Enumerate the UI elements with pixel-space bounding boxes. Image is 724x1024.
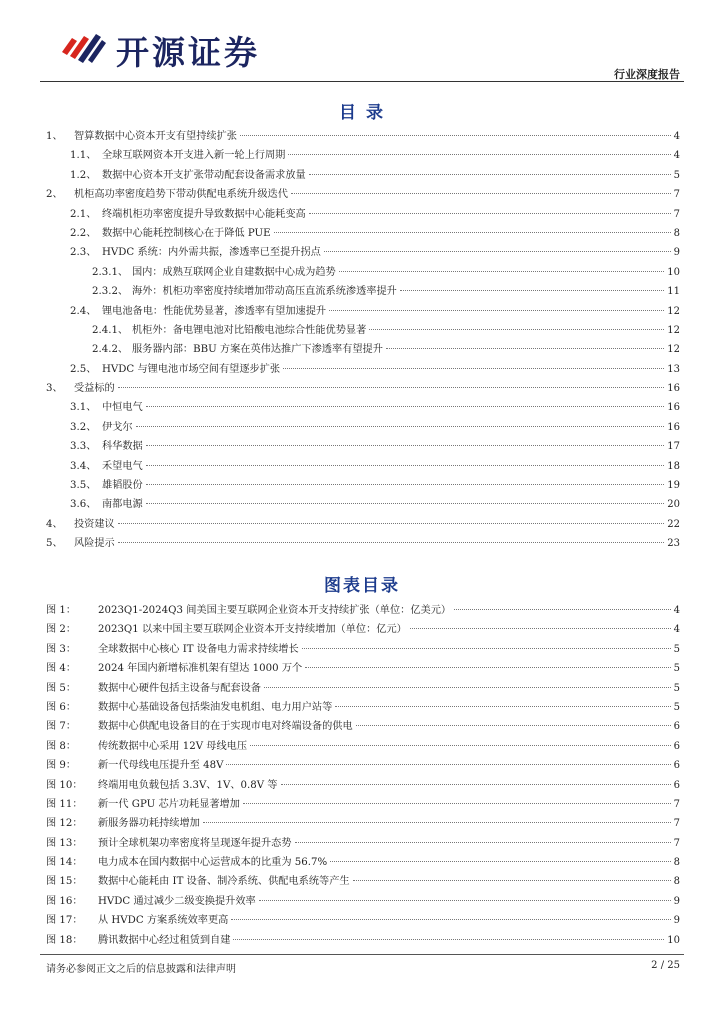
figure-entry-title: HVDC 通过减少二级变换提升效率: [98, 895, 256, 907]
toc-entry[interactable]: [46, 224, 680, 243]
toc-entry-number: 2.5、: [70, 363, 97, 375]
figure-entry-title: 传统数据中心采用 12V 母线电压: [98, 740, 248, 752]
toc-entry-title: 科华数据: [102, 441, 143, 453]
figure-entry-number: 图 15：: [46, 876, 83, 888]
toc-entry-title: 雄韬股份: [102, 480, 143, 492]
dot-leader: [243, 803, 671, 804]
toc-entry[interactable]: [46, 515, 680, 534]
toc-entry-title: 数据中心资本开支扩张带动配套设备需求放量: [102, 169, 306, 181]
figure-entry-number: 图 12：: [46, 818, 83, 830]
dot-leader: [410, 628, 671, 629]
toc-entry[interactable]: [46, 205, 680, 224]
toc-entry-number: 4、: [46, 518, 63, 530]
dot-leader: [353, 880, 671, 881]
figure-entry-number: 图 11：: [46, 798, 83, 810]
figure-entry-title: 新一代母线电压提升至 48V: [98, 760, 224, 772]
brand-name: 开源证券: [116, 33, 260, 72]
toc-entry-page: 8: [673, 227, 680, 239]
toc-entry-page: 7: [673, 208, 680, 220]
toc-entry-title: 服务器内部：BBU 方案在英伟达推广下渗透率有望提升: [132, 344, 383, 356]
toc-entry[interactable]: [46, 495, 680, 514]
toc-entry-number: 2.4.2、: [92, 344, 129, 356]
toc-entry[interactable]: [46, 457, 680, 476]
figure-entry-number: 图 17：: [46, 915, 83, 927]
figure-entry-page: 7: [673, 798, 680, 810]
figure-entry[interactable]: [46, 679, 680, 698]
report-type-label: 行业深度报告: [614, 68, 680, 81]
figure-entry-page: 5: [673, 682, 680, 694]
figure-entry[interactable]: [46, 698, 680, 717]
toc-entry-number: 3、: [46, 383, 63, 395]
figure-entry-page: 8: [673, 857, 680, 869]
brand-logo: [58, 26, 278, 70]
figure-entry[interactable]: [46, 640, 680, 659]
toc-entry-page: 4: [673, 150, 680, 162]
toc-entry-page: 22: [667, 518, 680, 530]
dot-leader: [291, 193, 671, 194]
header-divider: [40, 81, 684, 82]
figure-entry-number: 图 9：: [46, 760, 77, 772]
toc-entry[interactable]: [46, 263, 680, 282]
toc-entry-title: HVDC 与锂电池市场空间有望逐步扩张: [102, 363, 281, 375]
toc-entry-number: 2.3、: [70, 247, 97, 259]
toc-entry-title: 终端机柜功率密度提升导致数据中心能耗变高: [102, 208, 306, 220]
figure-entry[interactable]: [46, 931, 680, 950]
figure-entry-title: 数据中心能耗由 IT 设备、制冷系统、供配电系统等产生: [98, 876, 350, 888]
figure-entry-title: 新一代 GPU 芯片功耗显著增加: [98, 798, 240, 810]
toc-entry-title: 智算数据中心资本开支有望持续扩张: [74, 131, 237, 142]
toc-entry-page: 20: [667, 499, 680, 511]
figure-entry-number: 图 10：: [46, 779, 83, 791]
toc-entry-page: 12: [667, 324, 680, 336]
toc-entry-page: 18: [667, 460, 680, 472]
toc-entry-page: 11: [667, 286, 680, 298]
figure-entry[interactable]: [46, 620, 680, 639]
dot-leader: [281, 784, 671, 785]
figure-entry[interactable]: [46, 717, 680, 736]
toc-entry-number: 3.1、: [70, 402, 97, 414]
figure-entry-page: 5: [673, 643, 680, 655]
toc-entry-page: 23: [667, 538, 680, 550]
toc-entry-number: 3.5、: [70, 480, 97, 492]
figure-entry-page: 8: [673, 876, 680, 888]
figure-entry-number: 图 16：: [46, 895, 83, 907]
toc-entry-title: 禾望电气: [102, 460, 143, 472]
dot-leader: [339, 271, 665, 272]
figure-entry-page: 4: [673, 605, 680, 616]
dot-leader: [118, 523, 665, 524]
dot-leader: [231, 919, 670, 920]
dot-leader: [259, 900, 671, 901]
figure-entry-page: 5: [673, 701, 680, 713]
toc-entry-number: 2.4、: [70, 305, 97, 317]
figure-entry[interactable]: [46, 814, 680, 833]
toc-entry-number: 1.2、: [70, 169, 97, 181]
toc-entry[interactable]: [46, 437, 680, 456]
toc-entry-page: 12: [667, 305, 680, 317]
toc-entry[interactable]: [46, 146, 680, 165]
figure-entry[interactable]: [46, 892, 680, 911]
dot-leader: [203, 822, 671, 823]
figure-entry-number: 图 6：: [46, 701, 77, 713]
dot-leader: [264, 687, 671, 688]
dot-leader: [146, 406, 665, 407]
toc-entry-title: HVDC 系统：内外需共振，渗透率已至提升拐点: [102, 247, 321, 259]
toc-entry-number: 3.6、: [70, 499, 97, 511]
figure-entry-number: 图 1：: [46, 605, 77, 616]
figure-entry-page: 9: [673, 915, 680, 927]
figure-entry-title: 2024 年国内新增标准机架有望达 1000 万个: [98, 663, 303, 675]
toc-entry[interactable]: [46, 379, 680, 398]
toc-entry-title: 南都电源: [102, 499, 143, 511]
figure-entry[interactable]: [46, 911, 680, 930]
figure-entry-title: 数据中心硬件包括主设备与配套设备: [98, 682, 261, 694]
dot-leader: [369, 329, 664, 330]
dot-leader: [146, 445, 665, 446]
dot-leader: [309, 174, 671, 175]
footer-divider: [40, 954, 684, 955]
toc-entry-page: 5: [673, 169, 680, 181]
toc-entry-page: 10: [667, 266, 680, 278]
dot-leader: [309, 213, 671, 214]
figure-entry[interactable]: [46, 737, 680, 756]
figure-entry-title: 电力成本在国内数据中心运营成本的比重为 56.7%: [98, 857, 328, 869]
toc-entry-number: 2、: [46, 189, 63, 201]
toc-entry[interactable]: [46, 243, 680, 262]
figure-entry-title: 全球数据中心核心 IT 设备电力需求持续增长: [98, 643, 299, 655]
figure-entry-page: 6: [673, 760, 680, 772]
toc-title: 目 录: [339, 103, 385, 123]
toc-entry-page: 7: [673, 189, 680, 201]
toc-entry-title: 机柜外：备电锂电池对比铅酸电池综合性能优势显著: [132, 324, 367, 336]
toc-entry[interactable]: [46, 340, 680, 359]
dot-leader: [386, 348, 664, 349]
toc-entry-title: 数据中心能耗控制核心在于降低 PUE: [102, 227, 271, 239]
toc-entry-number: 5、: [46, 538, 63, 550]
dot-leader: [295, 842, 671, 843]
figure-entry[interactable]: [46, 872, 680, 891]
figure-entry-page: 6: [673, 721, 680, 733]
toc-entry-page: 16: [667, 402, 680, 414]
toc-entry[interactable]: [46, 360, 680, 379]
footer-disclaimer: 请务必参阅正文之后的信息披露和法律声明: [46, 964, 236, 975]
dot-leader: [356, 725, 671, 726]
dot-leader: [288, 154, 670, 155]
dot-leader: [274, 232, 671, 233]
dot-leader: [302, 648, 671, 649]
toc-entry[interactable]: [46, 282, 680, 301]
toc-entry[interactable]: [46, 418, 680, 437]
figure-entry-title: 新服务器功耗持续增加: [98, 818, 200, 830]
toc-entry-title: 海外：机柜功率密度持续增加带动高压直流系统渗透率提升: [132, 286, 397, 298]
toc-entry-number: 3.4、: [70, 460, 97, 472]
toc-entry-number: 3.3、: [70, 441, 97, 453]
figure-entry-number: 图 2：: [46, 624, 77, 636]
toc-entry[interactable]: [46, 321, 680, 340]
dot-leader: [118, 387, 665, 388]
dot-leader: [233, 939, 664, 940]
figure-entry-title: 腾讯数据中心经过租赁到自建: [98, 934, 231, 946]
figure-entry-page: 7: [673, 837, 680, 849]
toc-entry[interactable]: [46, 185, 680, 204]
dot-leader: [283, 368, 664, 369]
toc-entry-number: 2.3.2、: [92, 286, 129, 298]
figure-list-title: 图表目录: [324, 576, 400, 596]
figure-entry-title: 数据中心供配电设备目的在于实现市电对终端设备的供电: [98, 721, 353, 733]
figure-entry-number: 图 8：: [46, 740, 77, 752]
toc-entry-page: 13: [667, 363, 680, 375]
dot-leader: [118, 542, 665, 543]
figure-entry-page: 4: [673, 624, 680, 636]
dot-leader: [400, 290, 664, 291]
figure-entry-page: 7: [673, 818, 680, 830]
figure-entry-title: 数据中心基础设备包括柴油发电机组、电力用户站等: [98, 701, 333, 713]
toc-entry[interactable]: [46, 127, 680, 146]
figure-entry-page: 6: [673, 779, 680, 791]
toc-entry-page: 19: [667, 480, 680, 492]
figure-entry[interactable]: [46, 601, 680, 620]
figure-entry-title: 预计全球机架功率密度将呈现逐年提升态势: [98, 837, 292, 849]
figure-entry[interactable]: [46, 776, 680, 795]
dot-leader: [146, 503, 665, 504]
figure-entry-number: 图 7：: [46, 721, 77, 733]
figure-entry-page: 10: [667, 934, 680, 946]
toc-entry-number: 2.2、: [70, 227, 97, 239]
figure-entry-page: 6: [673, 740, 680, 752]
dot-leader: [146, 484, 665, 485]
figure-entry-number: 图 14：: [46, 857, 83, 869]
dot-leader: [324, 251, 671, 252]
brand-logo-icon: [58, 26, 108, 68]
figure-entry-number: 图 13：: [46, 837, 83, 849]
dot-leader: [250, 745, 671, 746]
dot-leader: [454, 609, 671, 610]
toc-entry-page: 4: [673, 131, 680, 142]
toc-entry-title: 风险提示: [74, 538, 115, 550]
figure-entry-title: 从 HVDC 方案系统效率更高: [98, 915, 229, 927]
toc-entry-number: 2.3.1、: [92, 266, 129, 278]
page-number: 2 / 25: [651, 960, 680, 971]
toc-entry-title: 机柜高功率密度趋势下带动供配电系统升级迭代: [74, 189, 288, 201]
toc-entry-number: 3.2、: [70, 421, 97, 433]
toc-entry-title: 受益标的: [74, 383, 115, 395]
figure-entry-number: 图 5：: [46, 682, 77, 694]
toc-entry-page: 9: [673, 247, 680, 259]
toc-list: [46, 127, 680, 554]
dot-leader: [146, 465, 665, 466]
toc-entry[interactable]: [46, 166, 680, 185]
toc-entry-number: 2.1、: [70, 208, 97, 220]
figure-entry-title: 2023Q1-2024Q3 间美国主要互联网企业资本开支持续扩张（单位：亿美元）: [98, 605, 452, 616]
dot-leader: [240, 135, 671, 136]
toc-entry-page: 16: [667, 383, 680, 395]
toc-entry-number: 1.1、: [70, 150, 97, 162]
toc-entry-title: 锂电池备电：性能优势显著，渗透率有望加速提升: [102, 305, 327, 317]
figure-entry-number: 图 4：: [46, 663, 77, 675]
figure-entry[interactable]: [46, 795, 680, 814]
toc-entry-page: 12: [667, 344, 680, 356]
toc-entry-number: 2.4.1、: [92, 324, 129, 336]
figure-entry-number: 图 18：: [46, 934, 83, 946]
toc-entry[interactable]: [46, 302, 680, 321]
dot-leader: [305, 667, 670, 668]
toc-entry[interactable]: [46, 398, 680, 417]
toc-entry-title: 全球互联网资本开支进入新一轮上行周期: [102, 150, 286, 162]
figure-entry[interactable]: [46, 834, 680, 853]
toc-entry-number: 1、: [46, 131, 63, 142]
figure-entry-number: 图 3：: [46, 643, 77, 655]
figure-entry[interactable]: [46, 659, 680, 678]
dot-leader: [329, 310, 664, 311]
toc-entry-title: 伊戈尔: [102, 421, 133, 433]
figure-entry[interactable]: [46, 853, 680, 872]
dot-leader: [136, 426, 665, 427]
figure-entry-title: 2023Q1 以来中国主要互联网企业资本开支持续增加（单位：亿元）: [98, 624, 407, 636]
figure-entry[interactable]: [46, 756, 680, 775]
toc-entry-page: 16: [667, 421, 680, 433]
dot-leader: [226, 764, 670, 765]
toc-entry-title: 国内：成熟互联网企业自建数据中心成为趋势: [132, 266, 336, 278]
toc-entry-title: 投资建议: [74, 518, 115, 530]
toc-entry-title: 中恒电气: [102, 402, 143, 414]
figure-entry-page: 5: [673, 663, 680, 675]
toc-entry[interactable]: [46, 476, 680, 495]
toc-entry[interactable]: [46, 534, 680, 553]
figure-entry-title: 终端用电负载包括 3.3V、1V、0.8V 等: [98, 779, 278, 791]
figure-list: [46, 601, 680, 950]
dot-leader: [335, 706, 670, 707]
figure-entry-page: 9: [673, 895, 680, 907]
toc-entry-page: 17: [667, 441, 680, 453]
dot-leader: [330, 861, 670, 862]
